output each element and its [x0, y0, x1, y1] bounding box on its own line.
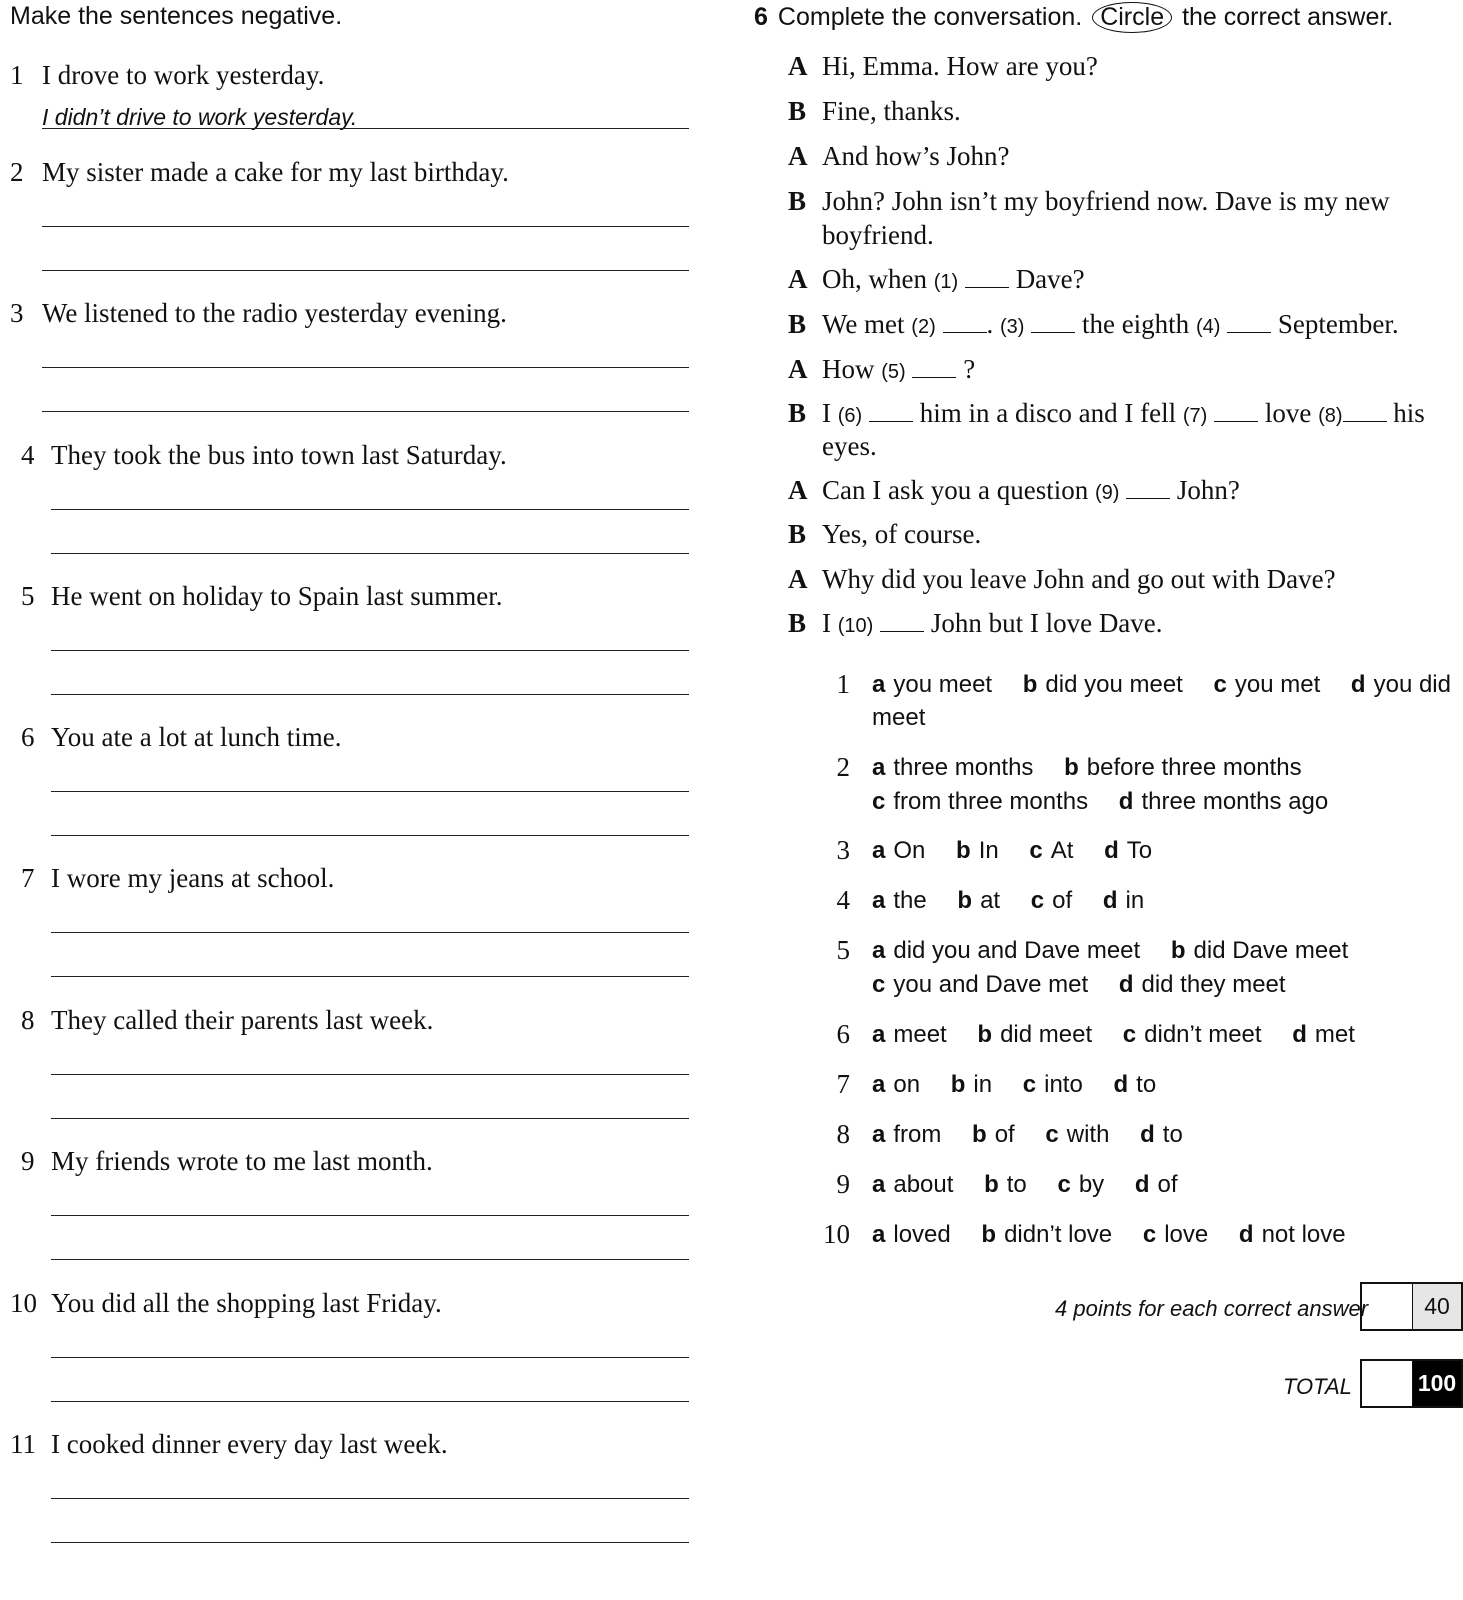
- total-max: 100: [1413, 1361, 1461, 1406]
- sentence: You did all the shopping last Friday.: [51, 1288, 442, 1318]
- dialogue-text: Dave?: [1015, 264, 1085, 294]
- option-row: [872, 1121, 1183, 1149]
- option-choice[interactable]: At: [1050, 837, 1074, 864]
- option-letter: c: [1142, 1221, 1157, 1248]
- option-letter: c: [1029, 837, 1043, 864]
- option-letter: d: [1350, 671, 1366, 698]
- option-choice[interactable]: did meet: [1000, 1021, 1093, 1048]
- item-number: 4: [21, 440, 35, 470]
- option-choice[interactable]: you meet: [893, 671, 993, 698]
- dialogue-text: him in a disco and I fell: [919, 398, 1177, 428]
- speaker-label: B: [788, 608, 807, 638]
- option-choice[interactable]: On: [893, 837, 926, 864]
- option-row: [872, 837, 1152, 865]
- speaker-label: A: [788, 475, 808, 505]
- dialogue-line: John? John isn’t my boyfriend now. Dave is my new: [822, 186, 1390, 216]
- option-choice[interactable]: did they meet: [1141, 971, 1286, 998]
- option-choice[interactable]: love: [1164, 1221, 1209, 1248]
- total-entry-cell[interactable]: [1362, 1361, 1413, 1406]
- option-letter: a: [872, 1171, 886, 1198]
- option-choice[interactable]: you did: [1373, 671, 1451, 698]
- gap-number: (5): [881, 361, 906, 383]
- option-row: [872, 937, 1348, 965]
- option-number: 8: [836, 1119, 850, 1149]
- item-number: 2: [10, 157, 24, 187]
- points-note: 4 points for each correct answer: [1055, 1296, 1369, 1321]
- dialogue-text: I: [822, 398, 831, 428]
- option-choice[interactable]: loved: [893, 1221, 951, 1248]
- option-choice[interactable]: before three months: [1086, 754, 1302, 781]
- answer-line[interactable]: [51, 1259, 689, 1260]
- dialogue-text: ?: [963, 354, 976, 384]
- answer-line[interactable]: [42, 270, 689, 271]
- option-choice[interactable]: did you and Dave meet: [893, 937, 1141, 964]
- option-choice[interactable]: the: [893, 887, 927, 914]
- option-letter: c: [872, 788, 886, 815]
- option-choice[interactable]: at: [980, 887, 1001, 914]
- option-letter: b: [1170, 937, 1186, 964]
- answer-line[interactable]: [51, 932, 689, 933]
- dialogue-text: Can I ask you a question: [822, 475, 1089, 505]
- dialogue-text: love: [1264, 398, 1312, 428]
- item-number: 11: [10, 1429, 36, 1459]
- option-choice[interactable]: of: [994, 1121, 1015, 1148]
- speaker-label: A: [788, 264, 808, 294]
- dialogue-text: John but I love Dave.: [930, 608, 1163, 638]
- gap-number: (6): [837, 405, 863, 427]
- option-number: 1: [836, 669, 850, 699]
- item-number: 6: [21, 722, 35, 752]
- option-number: 3: [836, 835, 850, 865]
- total-label: TOTAL: [1283, 1374, 1352, 1399]
- option-letter: c: [1122, 1021, 1137, 1048]
- speaker-label: A: [788, 51, 808, 81]
- option-choice[interactable]: to: [1162, 1121, 1183, 1148]
- dialogue-text: I: [822, 608, 831, 638]
- gap-number: (8): [1318, 405, 1343, 427]
- gap-blank[interactable]: [1031, 314, 1075, 333]
- speaker-label: A: [788, 141, 808, 171]
- answer-line[interactable]: [51, 791, 689, 792]
- item-number: 8: [21, 1005, 35, 1035]
- sentence: My sister made a cake for my last birthday.: [42, 157, 509, 187]
- option-choice[interactable]: in: [973, 1071, 993, 1098]
- option-choice[interactable]: to: [1136, 1071, 1157, 1098]
- example-answer: I didn’t drive to work yesterday.: [42, 104, 358, 130]
- dialogue-text: John?: [1176, 475, 1240, 505]
- sentence: You ate a lot at lunch time.: [51, 722, 342, 752]
- option-letter: d: [1104, 837, 1119, 864]
- option-choice[interactable]: into: [1044, 1071, 1083, 1098]
- dialogue-line: [822, 475, 1240, 506]
- dialogue-line: Hi, Emma. How are you?: [822, 51, 1098, 81]
- option-row: [872, 754, 1302, 782]
- speaker-label: B: [788, 398, 807, 428]
- dialogue-line: And how’s John?: [822, 141, 1010, 171]
- option-choice[interactable]: from three months: [893, 788, 1089, 815]
- option-letter: a: [872, 887, 886, 914]
- score-entry-cell[interactable]: [1362, 1284, 1413, 1329]
- option-row: [872, 1021, 1355, 1049]
- option-choice[interactable]: on: [893, 1071, 921, 1098]
- option-letter: a: [872, 1071, 886, 1098]
- dialogue-text: Oh, when: [822, 264, 927, 294]
- option-letter: a: [872, 837, 886, 864]
- dialogue-line: boyfriend.: [822, 220, 934, 250]
- answer-line[interactable]: [51, 1401, 689, 1402]
- option-choice[interactable]: didn’t meet: [1144, 1021, 1262, 1048]
- option-number: 5: [836, 935, 850, 965]
- gap-blank[interactable]: [1126, 480, 1170, 499]
- option-number: 6: [836, 1019, 850, 1049]
- option-choice[interactable]: of: [1157, 1171, 1178, 1198]
- option-number: 9: [836, 1169, 850, 1199]
- dialogue-line: [822, 398, 1425, 429]
- option-row-continued: meet: [872, 704, 926, 731]
- option-number: 7: [836, 1069, 850, 1099]
- dialogue-text: September.: [1277, 309, 1399, 339]
- answer-line[interactable]: [51, 650, 689, 651]
- exercise-heading: [754, 2, 1393, 33]
- heading-text: Complete the conversation.: [777, 3, 1083, 31]
- option-choice[interactable]: three months ago: [1141, 788, 1329, 815]
- sentence: I drove to work yesterday.: [42, 60, 325, 90]
- dialogue-line: [822, 264, 1085, 295]
- option-letter: a: [872, 1121, 886, 1148]
- gap-blank[interactable]: [1227, 314, 1271, 333]
- gap-number: (1): [933, 271, 959, 293]
- gap-blank[interactable]: [965, 269, 1009, 288]
- option-choice[interactable]: to: [1006, 1171, 1027, 1198]
- gap-number: (10): [837, 615, 874, 637]
- option-letter: b: [956, 837, 971, 864]
- dialogue-line: [822, 608, 1163, 639]
- answer-line[interactable]: [51, 976, 689, 977]
- option-choice[interactable]: with: [1066, 1121, 1110, 1148]
- gap-number: (7): [1182, 405, 1208, 427]
- item-number: 10: [10, 1288, 37, 1318]
- sentence: They took the bus into town last Saturday.: [51, 440, 507, 470]
- answer-line[interactable]: [51, 1498, 689, 1499]
- circled-word: Circle: [1092, 2, 1172, 33]
- option-letter: a: [872, 937, 886, 964]
- total-box: [1360, 1359, 1463, 1408]
- gap-blank[interactable]: [869, 403, 913, 422]
- option-number: 10: [823, 1219, 850, 1249]
- option-row: [872, 971, 1286, 999]
- option-choice[interactable]: three months: [893, 754, 1034, 781]
- option-row: [872, 671, 1451, 699]
- option-choice[interactable]: by: [1078, 1171, 1105, 1198]
- speaker-label: B: [788, 309, 807, 339]
- gap-blank[interactable]: [912, 359, 956, 378]
- option-choice[interactable]: of: [1052, 887, 1073, 914]
- option-letter: b: [957, 887, 973, 914]
- answer-line[interactable]: [42, 128, 689, 129]
- dialogue-line: Fine, thanks.: [822, 96, 961, 126]
- dialogue-line: [822, 309, 1399, 340]
- answer-line[interactable]: [51, 835, 689, 836]
- sentence: I cooked dinner every day last week.: [51, 1429, 448, 1459]
- option-letter: b: [1064, 754, 1079, 781]
- gap-number: (3): [1000, 316, 1025, 338]
- speaker-label: A: [788, 564, 808, 594]
- sentence: He went on holiday to Spain last summer.: [51, 581, 503, 611]
- option-choice[interactable]: you met: [1234, 671, 1321, 698]
- dialogue-line: [822, 354, 975, 385]
- option-letter: b: [972, 1121, 987, 1148]
- option-choice[interactable]: from: [893, 1121, 942, 1148]
- option-choice[interactable]: met: [1314, 1021, 1355, 1048]
- option-row: [872, 1071, 1156, 1099]
- option-choice[interactable]: did Dave meet: [1193, 937, 1349, 964]
- option-choice[interactable]: meet: [893, 1021, 947, 1048]
- option-letter: c: [1213, 671, 1227, 698]
- option-letter: c: [1030, 887, 1045, 914]
- answer-line[interactable]: [42, 226, 689, 227]
- option-row: [872, 1171, 1178, 1199]
- dialogue-text: the eighth: [1081, 309, 1190, 339]
- answer-line[interactable]: [51, 1215, 689, 1216]
- dialogue-text: We met: [822, 309, 905, 339]
- option-letter: c: [1057, 1171, 1071, 1198]
- answer-line[interactable]: [51, 1542, 689, 1543]
- sentence: I wore my jeans at school.: [51, 863, 335, 893]
- option-letter: d: [1140, 1121, 1155, 1148]
- option-letter: d: [1134, 1171, 1150, 1198]
- answer-line[interactable]: [51, 553, 689, 554]
- dialogue-text: his: [1393, 398, 1425, 428]
- item-number: 5: [21, 581, 35, 611]
- left-heading: Make the sentences negative.: [10, 2, 343, 30]
- option-letter: d: [1292, 1021, 1307, 1048]
- option-row: [872, 887, 1144, 915]
- option-row: [872, 788, 1328, 816]
- sentence: My friends wrote to me last month.: [51, 1146, 433, 1176]
- answer-line[interactable]: [42, 367, 689, 368]
- gap-blank[interactable]: [943, 314, 987, 333]
- speaker-label: B: [788, 186, 807, 216]
- answer-line[interactable]: [51, 509, 689, 510]
- sentence: We listened to the radio yesterday evening.: [42, 298, 507, 328]
- gap-blank[interactable]: [1214, 403, 1258, 422]
- answer-line[interactable]: [51, 1074, 689, 1075]
- dialogue-line: Why did you leave John and go out with Dave?: [822, 564, 1336, 594]
- option-letter: c: [1045, 1121, 1059, 1148]
- answer-line[interactable]: [42, 411, 689, 412]
- item-number: 7: [21, 863, 35, 893]
- item-number: 1: [10, 60, 24, 90]
- sentence: They called their parents last week.: [51, 1005, 434, 1035]
- gap-blank[interactable]: [880, 613, 924, 632]
- option-letter: a: [872, 754, 886, 781]
- score-box: [1360, 1282, 1463, 1331]
- option-letter: d: [1113, 1071, 1129, 1098]
- dialogue-text: How: [822, 354, 875, 384]
- gap-number: (2): [911, 316, 936, 338]
- option-letter: a: [872, 671, 886, 698]
- option-number: 2: [836, 752, 850, 782]
- option-choice[interactable]: about: [893, 1171, 954, 1198]
- dialogue-text: .: [986, 309, 994, 339]
- option-letter: d: [1102, 887, 1118, 914]
- option-letter: d: [1118, 788, 1134, 815]
- option-choice[interactable]: not love: [1261, 1221, 1346, 1248]
- answer-line[interactable]: [51, 1357, 689, 1358]
- gap-blank[interactable]: [1343, 403, 1387, 422]
- item-number: 3: [10, 298, 24, 328]
- gap-number: (9): [1094, 482, 1120, 504]
- option-choice[interactable]: didn’t love: [1004, 1221, 1113, 1248]
- option-choice[interactable]: you and Dave met: [893, 971, 1089, 998]
- option-choice[interactable]: In: [978, 837, 999, 864]
- option-letter: b: [1022, 671, 1038, 698]
- option-number: 4: [836, 885, 850, 915]
- gap-number: (4): [1195, 316, 1221, 338]
- speaker-label: B: [788, 519, 807, 549]
- speaker-label: B: [788, 96, 807, 126]
- option-letter: b: [950, 1071, 966, 1098]
- option-choice[interactable]: did you meet: [1045, 671, 1183, 698]
- dialogue-line: Yes, of course.: [822, 519, 982, 549]
- speaker-label: A: [788, 354, 808, 384]
- item-number: 9: [21, 1146, 35, 1176]
- option-letter: c: [872, 971, 886, 998]
- dialogue-line: eyes.: [822, 431, 877, 461]
- option-letter: d: [1118, 971, 1134, 998]
- option-letter: a: [872, 1021, 886, 1048]
- option-letter: b: [977, 1021, 993, 1048]
- max-score: 40: [1413, 1284, 1461, 1329]
- option-row: [872, 1221, 1346, 1249]
- option-letter: a: [872, 1221, 886, 1248]
- answer-line[interactable]: [51, 694, 689, 695]
- option-choice[interactable]: To: [1126, 837, 1153, 864]
- option-letter: d: [1238, 1221, 1254, 1248]
- option-letter: b: [981, 1221, 997, 1248]
- exercise-number: 6: [754, 3, 768, 31]
- option-letter: b: [984, 1171, 999, 1198]
- heading-text: the correct answer.: [1182, 3, 1394, 31]
- option-letter: c: [1022, 1071, 1037, 1098]
- option-choice[interactable]: in: [1125, 887, 1145, 914]
- answer-line[interactable]: [51, 1118, 689, 1119]
